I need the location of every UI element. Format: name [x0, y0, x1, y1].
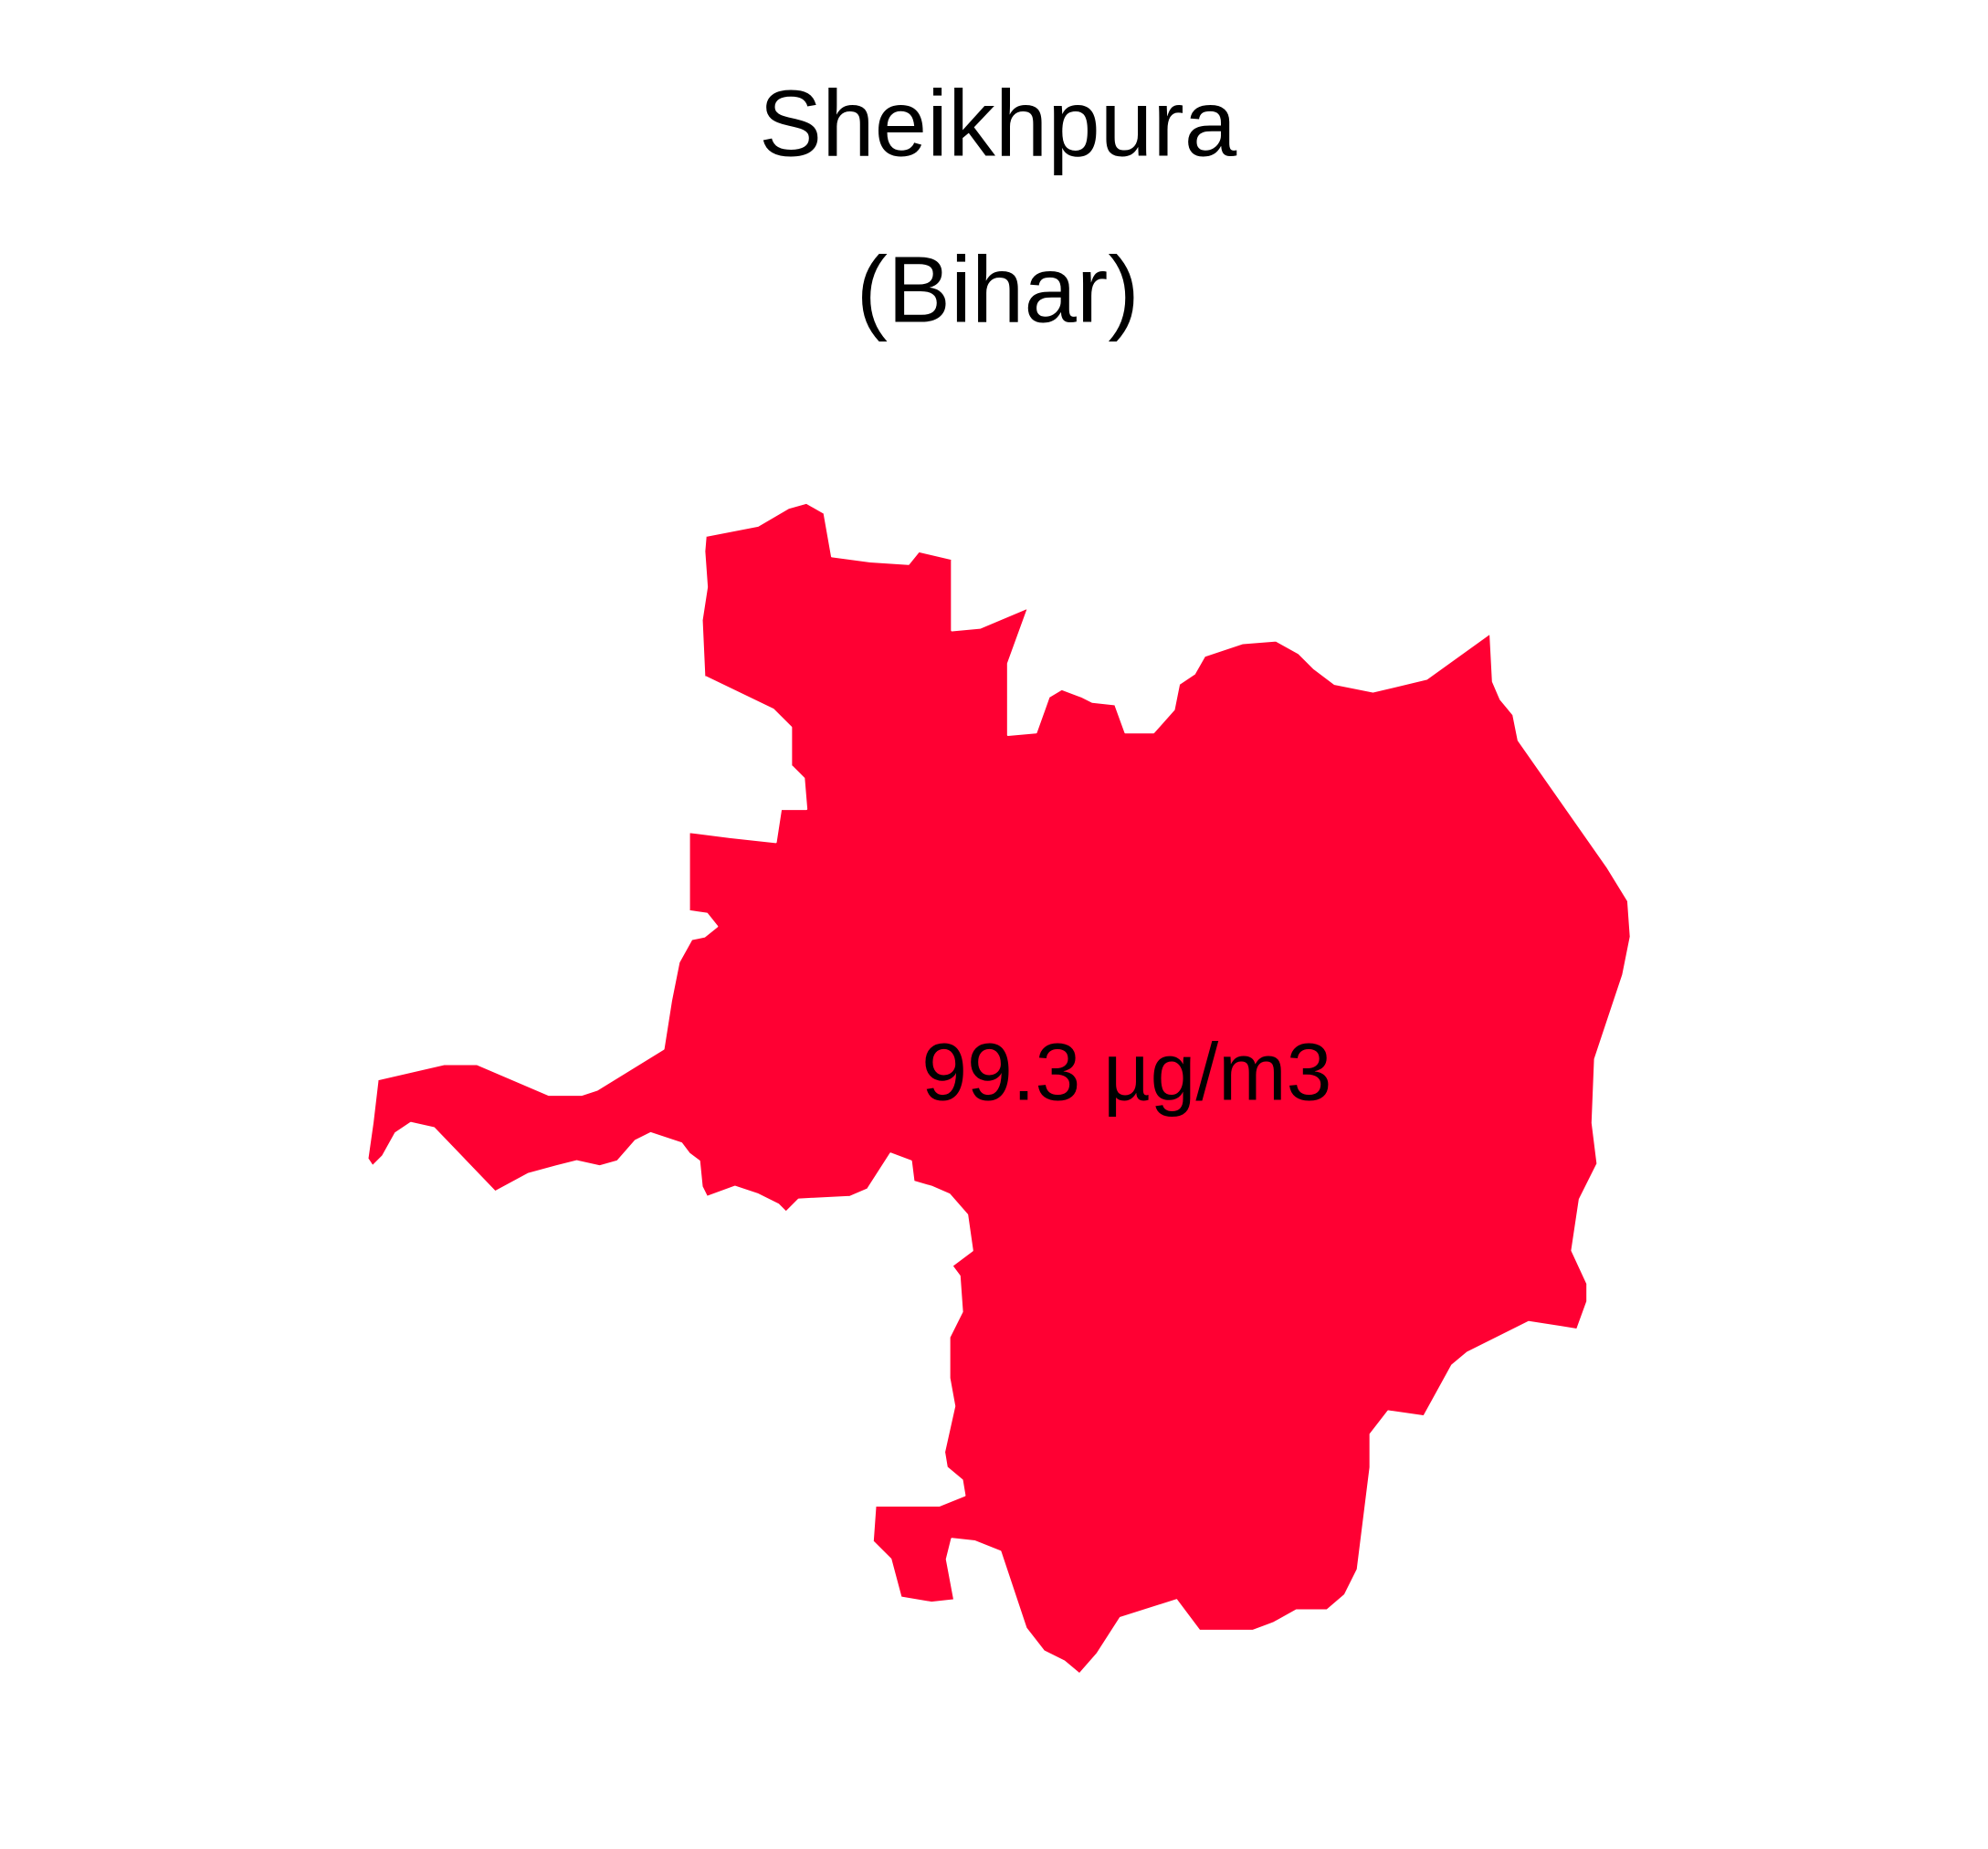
map-subtitle-state: (Bihar)	[856, 236, 1140, 342]
pm25-value-label: 99.3 µg/m3	[921, 1025, 1332, 1118]
map-title: Sheikhpura	[759, 69, 1237, 176]
